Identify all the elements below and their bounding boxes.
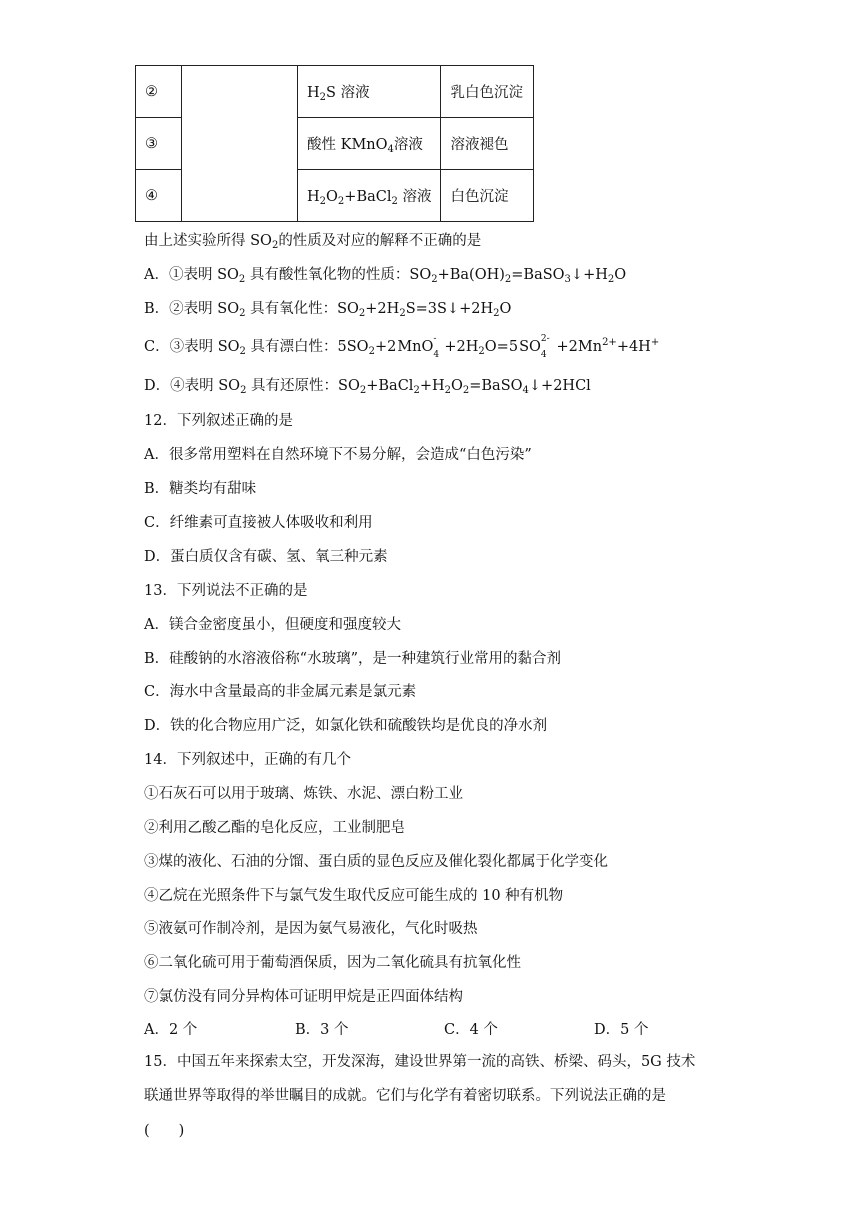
- row-number: ④: [136, 170, 182, 222]
- q15-stem-line-2: 联通世界等取得的举世瞩目的成就。它们与化学有着密切联系。下列说法正确的是: [144, 1088, 666, 1104]
- q14-option-c: C．4 个: [444, 1022, 498, 1038]
- q14-item: ⑥二氧化硫可用于葡萄酒保质，因为二氧化硫具有抗氧化性: [144, 955, 521, 971]
- q14-item: ④乙烷在光照条件下与氯气发生取代反应可能生成的 10 种有机物: [144, 888, 564, 904]
- reagent-cell: $H_2S$ 溶液: [298, 66, 441, 118]
- q14-item: ⑤液氨可作制冷剂，是因为氨气易液化，气化时吸热: [144, 921, 478, 937]
- reagent-cell: 酸性 KMnO$_4$溶液: [298, 118, 441, 170]
- phenomenon-cell: 溶液褪色: [441, 118, 534, 170]
- q11-option-b: B．②表明 $SO_2$ 具有氧化性：$SO_2+2H_2S=3S↓+2H_2O$: [144, 301, 512, 319]
- q14-option-d: D．5 个: [594, 1022, 649, 1038]
- q12-option-d: D．蛋白质仅含有碳、氢、氧三种元素: [144, 549, 388, 565]
- q14-item: ②利用乙酸乙酯的皂化反应，工业制肥皂: [144, 820, 405, 836]
- q13-option-d: D．铁的化合物应用广泛，如氯化铁和硫酸铁均是优良的净水剂: [144, 718, 548, 734]
- q11-option-a: A．①表明 $SO_2$ 具有酸性氧化物的性质：$SO_2+Ba(OH)_2=BaSO_3↓+H_2O$: [144, 267, 627, 285]
- phenomenon-cell: 白色沉淀: [441, 170, 534, 222]
- q14-option-a: A．2 个: [144, 1022, 198, 1038]
- reagent-cell: $H_2O_2+BaCl_2$ 溶液: [298, 170, 441, 222]
- q14-stem: 14．下列叙述中，正确的有几个: [144, 752, 351, 768]
- phenomenon-cell: 乳白色沉淀: [441, 66, 534, 118]
- q13-option-c: C．海水中含量最高的非金属元素是氯元素: [144, 684, 417, 700]
- q14-item: ③煤的液化、石油的分馏、蛋白质的显色反应及催化裂化都属于化学变化: [144, 854, 608, 870]
- q15-answer-blank: ( ): [144, 1123, 185, 1139]
- q13-option-b: B．硅酸钠的水溶液俗称“水玻璃”，是一种建筑行业常用的黏合剂: [144, 651, 561, 667]
- q14-item: ①石灰石可以用于玻璃、炼铁、水泥、漂白粉工业: [144, 786, 463, 802]
- row-number: ③: [136, 118, 182, 170]
- q12-option-a: A．很多常用塑料在自然环境下不易分解，会造成“白色污染”: [144, 447, 532, 463]
- q11-option-c: C．③表明 $SO_2$ 具有漂白性：$5SO_2+2MnO$ - 4 $+2H_2O=5SO$ 2- 4 $+2Mn^{2+}+4H^+$: [144, 334, 660, 360]
- q12-option-b: B．糖类均有甜味: [144, 481, 257, 497]
- q13-option-a: A．镁合金密度虽小，但硬度和强度较大: [144, 617, 401, 633]
- q12-stem: 12．下列叙述正确的是: [144, 413, 293, 429]
- q14-item: ⑦氯仿没有同分异构体可证明甲烷是正四面体结构: [144, 989, 463, 1005]
- q13-stem: 13．下列说法不正确的是: [144, 583, 308, 599]
- experiment-table: [135, 65, 534, 222]
- q12-option-c: C．纤维素可直接被人体吸收和利用: [144, 515, 373, 531]
- row-number: ②: [136, 66, 182, 118]
- q11-stem: 由上述实验所得 $SO_2$的性质及对应的解释不正确的是: [144, 233, 482, 251]
- q15-stem-line-1: 15．中国五年来探索太空，开发深海，建设世界第一流的高铁、桥梁、码头，5G 技术: [144, 1054, 696, 1070]
- table-row: [136, 66, 534, 118]
- q14-options: [144, 1018, 664, 1038]
- merged-empty-cell: [182, 66, 298, 222]
- q14-option-b: B．3 个: [295, 1022, 349, 1038]
- q11-option-d: D．④表明 $SO_2$ 具有还原性：$SO_2+BaCl_2+H_2O_2=BaSO_4↓+2HCl$: [144, 378, 591, 396]
